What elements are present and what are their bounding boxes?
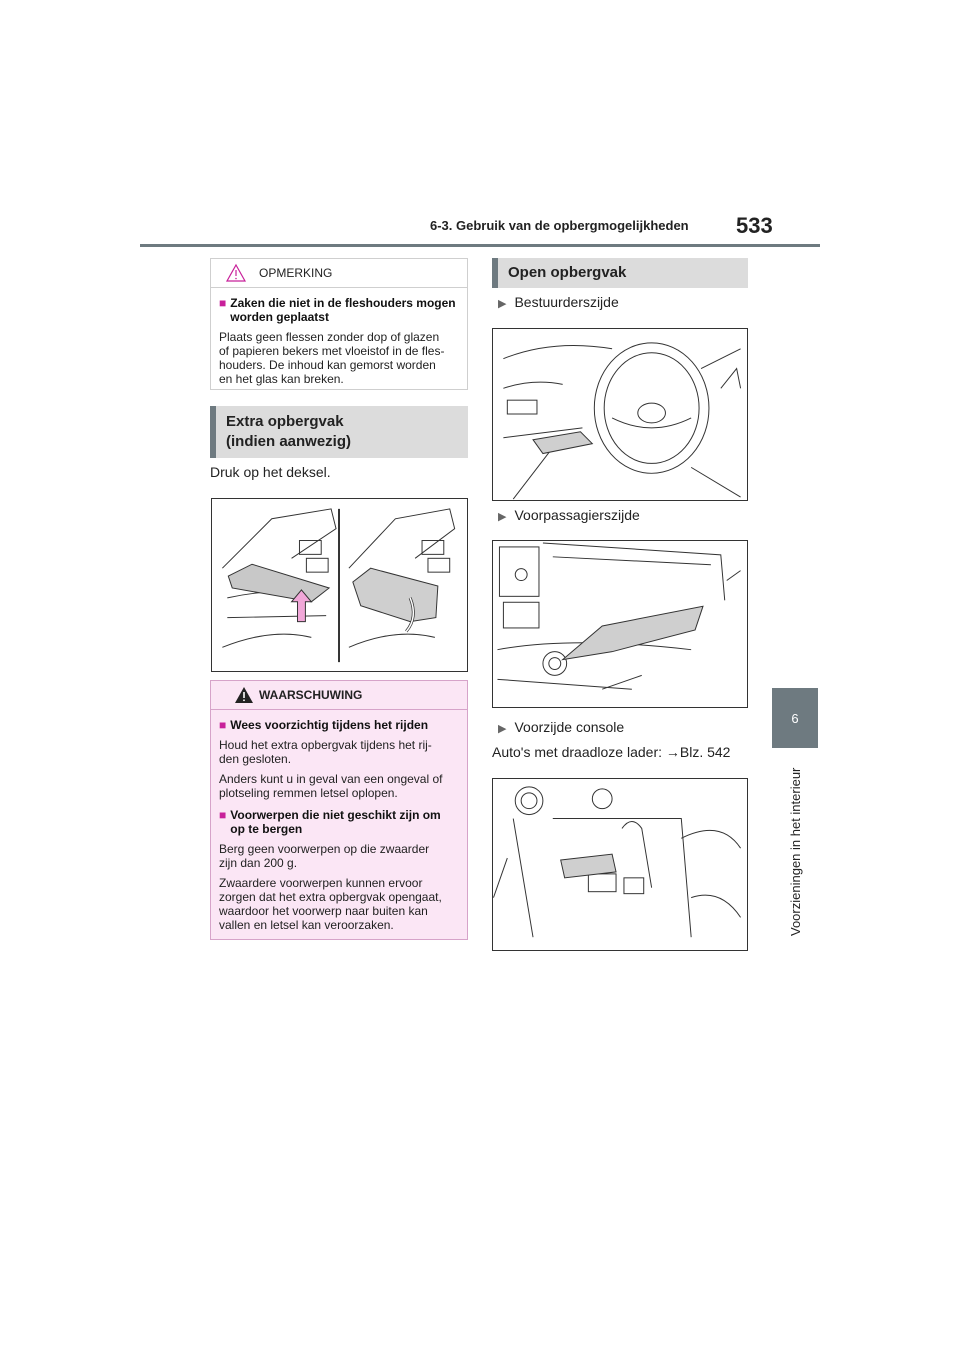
driver-side-label: ▶ Bestuurderszijde (498, 294, 619, 310)
bullet-square-icon: ■ (219, 296, 227, 310)
section-title: 6-3. Gebruik van de opbergmogelijkheden (430, 218, 689, 233)
bullet-square-icon: ■ (219, 808, 227, 822)
section-title-line2: (indien aanwezig) (226, 433, 352, 450)
chapter-tab[interactable] (772, 688, 818, 748)
chapter-title: Voorzieningen in het interieur (788, 767, 803, 936)
bullet-square-icon: ■ (219, 718, 227, 732)
passenger-side-label: ▶ Voorpassagierszijde (498, 507, 640, 523)
passenger-side-illustration (492, 540, 748, 708)
center-console-drawing (493, 779, 747, 950)
play-arrow-icon: ▶ (498, 723, 507, 735)
warning-triangle-filled-icon (233, 685, 255, 705)
notice-header (211, 259, 467, 288)
front-console-illustration (492, 778, 748, 951)
notice-label: OPMERKING (259, 266, 333, 280)
warning-header (211, 681, 467, 710)
driver-side-illustration (492, 328, 748, 501)
section-header-extra-storage (210, 406, 468, 458)
wireless-charger-note[interactable]: Auto's met draadloze lader: →Blz. 542 (492, 744, 731, 760)
chapter-title-vertical (784, 760, 808, 936)
warning-paragraph: Houd het extra opbergvak tijdens het rij- den gesloten. (219, 738, 432, 766)
instruction-text: Druk op het deksel. (210, 464, 331, 480)
notice-box (210, 258, 468, 390)
warning-heading-2: ■ Voorwerpen die niet geschikt zijn om op te bergen (219, 808, 441, 836)
section-header-open-storage: Open opbergvak (492, 258, 748, 288)
extra-storage-illustration (211, 498, 468, 672)
warning-heading-1: ■ Wees voorzichtig tijdens het rijden (219, 718, 429, 732)
warning-triangle-outline-icon (225, 263, 247, 283)
page-number: 533 (736, 213, 773, 238)
header-rule (140, 244, 820, 247)
warning-label: WAARSCHUWING (259, 688, 363, 702)
passenger-dashboard-drawing (493, 541, 747, 707)
notice-paragraph: Plaats geen flessen zonder dop of glazen of papieren bekers met vloeistof in de fles- houders. De inhoud kan gemorst worden en het glas kan breken. (219, 330, 445, 386)
steering-wheel-drawing (493, 329, 747, 500)
warning-paragraph: Berg geen voorwerpen op die zwaarder zijn dan 200 g. (219, 842, 430, 870)
section-title-line1: Extra opbergvak (226, 413, 344, 430)
notice-heading: ■ Zaken die niet in de fleshouders mogen worden geplaatst (219, 296, 456, 324)
front-console-label: ▶ Voorzijde console (498, 719, 625, 735)
warning-paragraph: Zwaardere voorwerpen kunnen ervoor zorgen dat het extra opbergvak opengaat, waardoor het voorwerp naar buiten kan vallen en letsel kan veroorzaken. (219, 876, 442, 932)
play-arrow-icon: ▶ (498, 298, 507, 310)
warning-paragraph: Anders kunt u in geval van een ongeval of plotseling remmen letsel oplopen. (219, 772, 443, 800)
chapter-number: 6 (791, 710, 799, 726)
warning-box (210, 680, 468, 940)
play-arrow-icon: ▶ (498, 511, 507, 523)
dashboard-lid-drawing (212, 499, 467, 671)
